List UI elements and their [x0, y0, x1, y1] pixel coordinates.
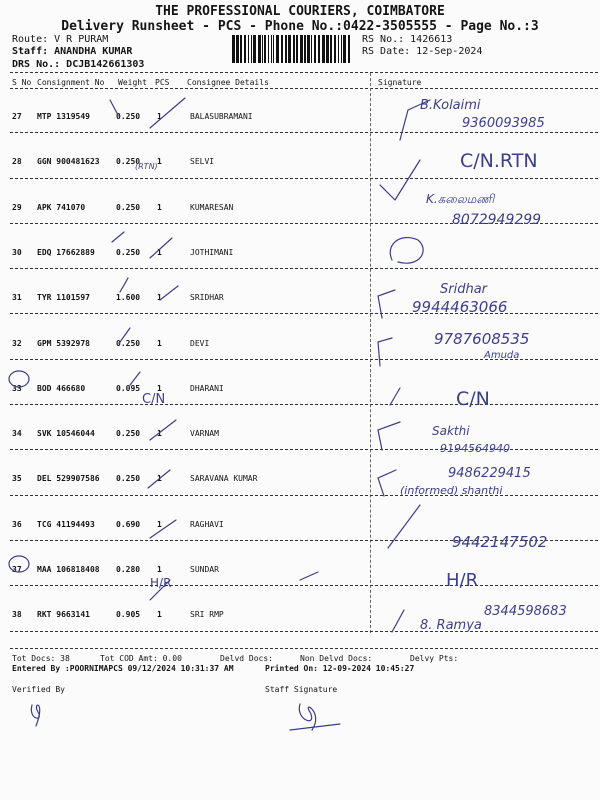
- table-row: [0, 360, 600, 405]
- sig-34-phone: 9194564940: [440, 442, 510, 455]
- row-pcs: 1: [157, 565, 162, 574]
- footer-rule: [10, 648, 598, 649]
- row-sno: 35: [12, 474, 22, 484]
- table-row: [0, 405, 600, 450]
- rs-date: RS Date: 12-Sep-2024: [362, 46, 483, 57]
- row-sno: 31: [12, 293, 22, 303]
- row-rule: [10, 631, 598, 632]
- sig-36-phone: 9442147502: [452, 533, 548, 551]
- row-consignee: SELVI: [190, 157, 215, 167]
- row-consignment: BOD 466680: [37, 383, 86, 393]
- row-weight: 0.095: [116, 383, 141, 393]
- row-sno: 34: [12, 429, 22, 439]
- sig-31-name: Sridhar: [440, 282, 488, 297]
- row-consignee: SUNDAR: [190, 565, 219, 574]
- row-sno: 38: [12, 610, 22, 620]
- row-weight: 0.250: [116, 112, 141, 121]
- row-sno: 30: [12, 247, 22, 257]
- row-consignment: MTP 1319549: [37, 112, 90, 121]
- document-subtitle: Delivery Runsheet - PCS - Phone No.:0422-3505555 - Page No.:3: [61, 19, 539, 34]
- row-weight: 0.250: [116, 202, 141, 212]
- row-sno: 37: [12, 565, 22, 574]
- staff-signature-label: Staff Signature: [265, 685, 338, 694]
- row-consignee: BALASUBRAMANI: [190, 112, 253, 121]
- row-weight: 0.280: [116, 565, 141, 574]
- entered-by: Entered By :POORNIMAPCS 09/12/2024 10:31:37 AM: [12, 664, 234, 673]
- row-consignment: TYR 1101597: [37, 293, 90, 303]
- row-consignment: EDQ 17662889: [37, 247, 95, 257]
- col-sno: S No: [12, 78, 32, 87]
- col-consignment: Consignment No: [37, 78, 105, 87]
- sig-34-name: Sakthi: [432, 424, 470, 438]
- row-pcs: 1: [157, 429, 162, 439]
- sig-33-status: C/N: [456, 388, 490, 410]
- sig-38-phone: 8344598683: [484, 604, 567, 619]
- table-row: [0, 269, 600, 314]
- tot-docs: Tot Docs: 38: [12, 654, 70, 663]
- sig-29-phone: 8072949299: [452, 212, 542, 228]
- row-weight: 0.905: [116, 610, 141, 620]
- delvy-pts: Delvy Pts:: [410, 654, 459, 663]
- row-sno: 32: [12, 338, 22, 348]
- row-consignee: SARAVANA KUMAR: [190, 474, 258, 484]
- row-consignment: GGN 900481623: [37, 157, 100, 167]
- row-pcs: 1: [157, 474, 162, 484]
- row-consignment: RKT 9663141: [37, 610, 90, 620]
- barcode: [232, 35, 350, 63]
- row-consignment: SVK 10546044: [37, 429, 95, 439]
- row-consignee: KUMARESAN: [190, 202, 234, 212]
- row-sno: 29: [12, 202, 22, 212]
- table-row: [0, 224, 600, 269]
- col-pcs: PCS: [155, 78, 170, 87]
- row-pcs: 1: [157, 293, 162, 303]
- row-consignee: SRIDHAR: [190, 293, 224, 303]
- sig-35-name: (informed) shanthi: [400, 484, 503, 497]
- row-sno: 33: [12, 383, 22, 393]
- row-weight: 0.250: [116, 474, 141, 484]
- row-weight: 0.690: [116, 519, 141, 529]
- route-label: Route: V R PURAM: [12, 34, 109, 45]
- sig-38-name: 8. Ramya: [420, 618, 482, 633]
- sig-33-note: C/N: [142, 392, 166, 407]
- row-consignee: JOTHIMANI: [190, 247, 234, 257]
- delvd-docs: Delvd Docs:: [220, 654, 273, 663]
- col-consignee: Consignee Details: [187, 78, 269, 87]
- row-pcs: 1: [157, 610, 162, 620]
- row-pcs: 1: [157, 383, 162, 393]
- sig-37-note: H/R: [150, 576, 172, 590]
- row-weight: 0.250: [116, 157, 141, 167]
- sig-27-name: B.Kolaimi: [420, 98, 481, 113]
- sig-29-name: K.கலைமணி: [426, 192, 495, 206]
- verified-by-label: Verified By: [12, 685, 65, 694]
- printed-on: Printed On: 12-09-2024 10:45:27: [265, 664, 415, 673]
- row-sno: 27: [12, 112, 22, 121]
- row-weight: 0.250: [116, 429, 141, 439]
- row-pcs: 1: [157, 202, 162, 212]
- row-weight: 1.600: [116, 293, 141, 303]
- row-sno: 36: [12, 519, 22, 529]
- row-consignee: DEVI: [190, 338, 210, 348]
- row-consignment: APK 741070: [37, 202, 86, 212]
- row-consignee: DHARANI: [190, 383, 224, 393]
- row-sno: 28: [12, 157, 22, 167]
- document-title: THE PROFESSIONAL COURIERS, COIMBATORE: [155, 4, 445, 19]
- non-delvd-docs: Non Delvd Docs:: [300, 654, 373, 663]
- row-consignment: TCG 41194493: [37, 519, 95, 529]
- sig-28-note: (RTN): [135, 162, 158, 171]
- row-pcs: 1: [157, 112, 162, 121]
- sig-32-name: Amuda: [484, 350, 520, 361]
- col-weight: Weight: [118, 78, 147, 87]
- row-pcs: 1: [157, 338, 162, 348]
- sig-28-status: C/N.RTN: [460, 150, 538, 172]
- col-signature: Signature: [378, 78, 422, 87]
- drs-number: DRS No.: DCJB142661303: [12, 59, 145, 70]
- sig-31-phone: 9944463066: [412, 298, 508, 316]
- row-pcs: 1: [157, 247, 162, 257]
- sig-35-phone: 9486229415: [448, 466, 531, 481]
- row-weight: 0.250: [116, 338, 141, 348]
- row-pcs: 1: [157, 157, 162, 167]
- sig-32-phone: 9787608535: [434, 330, 530, 348]
- sig-37-status: H/R: [446, 570, 479, 591]
- tot-cod-amt: Tot COD Amt: 0.00: [100, 654, 182, 663]
- row-consignment: GPM 5392978: [37, 338, 90, 348]
- row-consignee: VARNAM: [190, 429, 219, 439]
- row-consignment: DEL 529907586: [37, 474, 100, 484]
- row-consignment: MAA 106818408: [37, 565, 100, 574]
- rs-number: RS No.: 1426613: [362, 34, 453, 45]
- table-top-rule: [10, 72, 598, 73]
- sig-27-phone: 9360093985: [462, 116, 545, 131]
- staff-label: Staff: ANANDHA KUMAR: [12, 46, 133, 57]
- row-consignee: RAGHAVI: [190, 519, 224, 529]
- row-weight: 0.250: [116, 247, 141, 257]
- row-consignee: SRI RMP: [190, 610, 224, 620]
- row-pcs: 1: [157, 519, 162, 529]
